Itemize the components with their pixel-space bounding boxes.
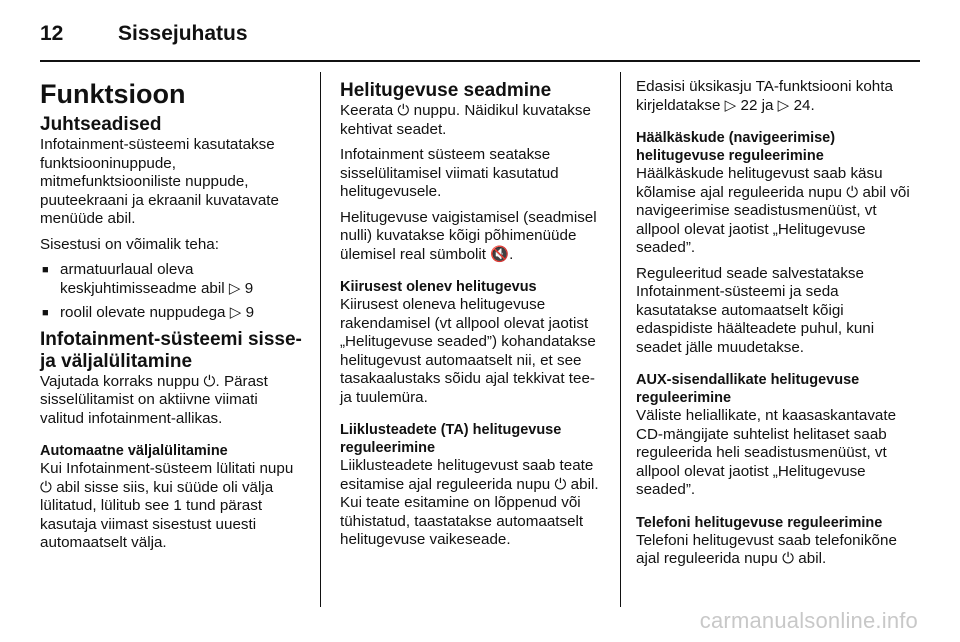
page-header <box>40 14 920 52</box>
running-title: Sissejuhatus <box>118 22 248 45</box>
paragraph-helitugevus-3: Helitugevuse vaigistamisel (seadmisel nulli) kuvatakse kõigi põhimenüüde ülemisel real sümbolit 🔇. <box>340 208 597 263</box>
column-3 <box>636 72 922 576</box>
paragraph-helitugevus-1: Keerata ⏻ nuppu. Näidikul kuvatakse kehtivat seadet. <box>340 102 591 138</box>
paragraph-kiirus: Kiirusest oleneva helitugevuse rakendamisel (vt allpool olevat jaotist „Helitugevuse seaded”) kohandatakse helitugevust automaatselt nii, et see tasakaalustaks sõidu ajal tekkivat tee- ja tuulemüra. <box>340 296 596 406</box>
heading-haal: Häälkäskude (navigeerimise) helitugevuse reguleerimine <box>636 130 836 164</box>
column-divider-1 <box>320 72 321 607</box>
paragraph-aux: Väliste heliallikate, nt kaasaskantavate CD-mängijate suhtelist helitaset saab reguleerida heli seadistusmenüüst, vt allpool olevat jaotist „Helitugevuse seaded”. <box>636 407 897 498</box>
paragraph-helitugevus-2: Infotainment süsteem seatakse sisselülitamisel viimati kasutatud helitugevusele. <box>340 146 559 200</box>
paragraph-haal-2: Reguleeritud seade salvestatakse Infotainment-süsteemi ja seda kasutatakse automaatselt kõigi edaspidiste häälteadete puhul, kuni seadet jälle muudetakse. <box>636 264 875 356</box>
watermark: carmanualsonline.info <box>699 608 918 633</box>
input-methods-list <box>40 261 305 323</box>
paragraph-haal-1: Häälkäskude helitugevust saab käsu kõlamise ajal reguleerida nupu ⏻ abil või navigeerimise seadistusmenüüst, vt allpool olevat jaotist „Helitugevuse seaded”. <box>636 165 910 256</box>
page-number: 12 <box>40 22 64 45</box>
header-rule <box>40 60 920 62</box>
paragraph-sisse-valja: Vajutada korraks nuppu ⏻. Pärast sisselülitamist on aktiivne viimati valitud infotainment-allikas. <box>40 372 268 427</box>
column-1 <box>40 72 305 560</box>
paragraph-automaatne: Kui Infotainment-süsteem lülitati nupu ⏻ abil sisse siis, kui süüde oli välja lülitatud, lülitub see 1 tund pärast kasutaja viimast sisestust uuesti automaatselt välja. <box>40 460 294 551</box>
list-item: ■ armatuurlaual oleva keskjuhtimisseadme abil ▷ 9 <box>40 261 305 298</box>
heading-aux: AUX-sisendallikate helitugevuse reguleerimine <box>636 372 860 406</box>
column-2 <box>340 72 610 557</box>
heading-ta: Liiklusteadete (TA) helitugevuse reguleerimine <box>340 422 562 456</box>
paragraph-edasi: Edasisi üksikasju TA-funktsiooni kohta kirjeldatakse ▷ 22 ja ▷ 24. <box>636 78 893 114</box>
paragraph-juhtseadised: Infotainment-süsteemi kasutatakse funktsiooninuppude, mitmefunktsiooniliste nuppude, puuteekraani ja ekraanil kuvatavate menüüde abil. <box>40 136 279 227</box>
heading-sisse-valja: Infotainment-süsteemi sisse- ja väljalülitamine <box>40 328 302 372</box>
paragraph-ta: Liiklusteadete helitugevust saab teate esitamise ajal reguleerida nupu ⏻ abil. Kui teate esitamine on lõppenud või tühistatud, taastatakse automaatselt helitugevuse vaikeseade. <box>340 457 599 548</box>
paragraph-telefon: Telefoni helitugevust saab telefonikõne ajal reguleerida nupu ⏻ abil. <box>636 531 897 567</box>
paragraph-sisestus: Sisestusi on võimalik teha: <box>40 235 219 253</box>
section-title: Funktsioon <box>40 79 186 109</box>
column-divider-2 <box>620 72 621 607</box>
heading-helitugevus: Helitugevuse seadmine <box>340 80 552 101</box>
list-item: ■ roolil olevate nuppudega ▷ 9 <box>40 304 305 323</box>
heading-kiirus: Kiirusest olenev helitugevus <box>340 279 537 295</box>
heading-juhtseadised: Juhtseadised <box>40 114 162 135</box>
heading-automaatne: Automaatne väljalülitamine <box>40 443 228 459</box>
heading-telefon: Telefoni helitugevuse reguleerimine <box>636 514 883 531</box>
